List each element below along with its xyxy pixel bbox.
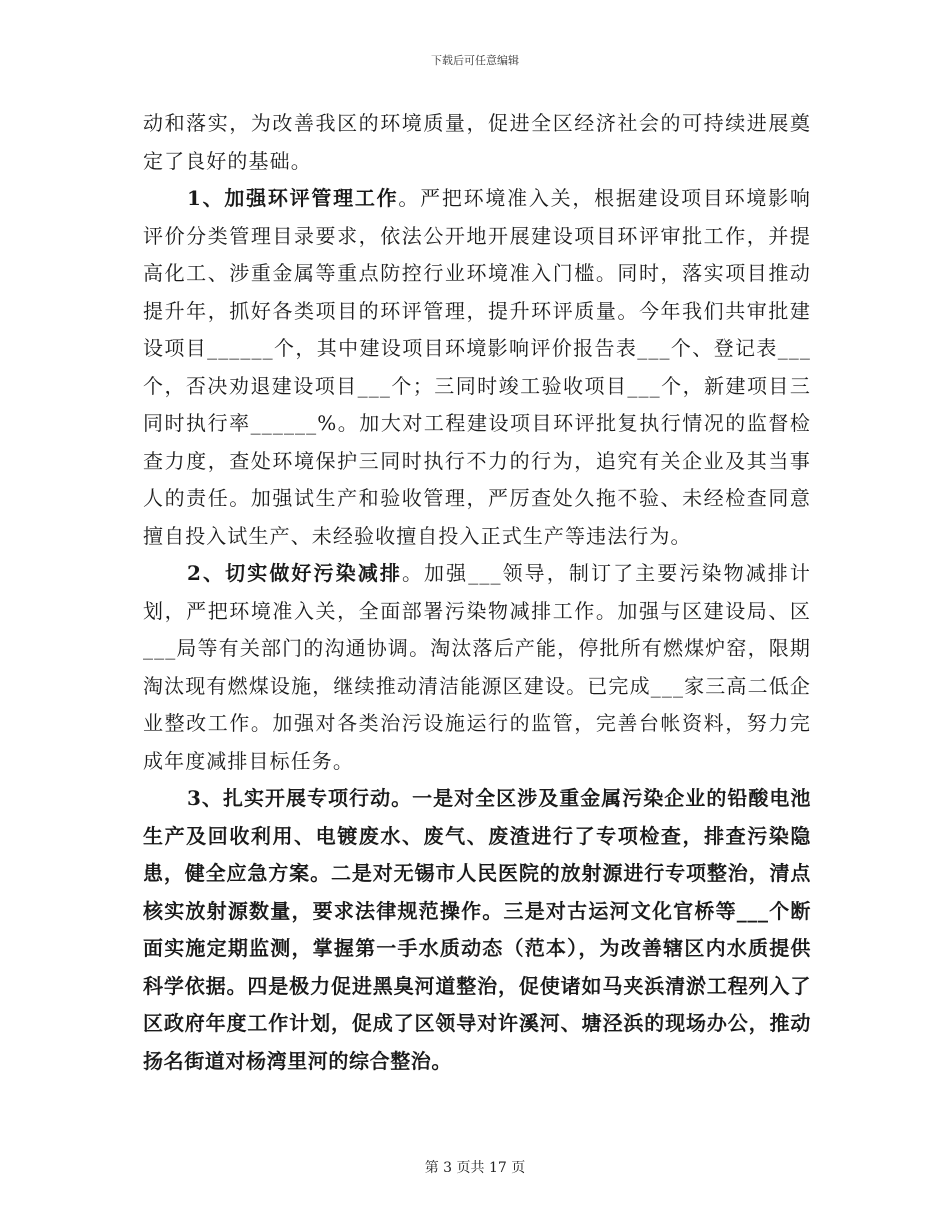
- paragraph-pollution-reduction: [143, 555, 811, 780]
- section-heading-eia-management: 1、加强环评管理工作: [187, 186, 399, 210]
- paragraph-pollution-reduction-body: 。加强___领导，制订了主要污染物减排计划，严把环境准入关，全面部署污染物减排工作。加强与区建设局、区___局等有关部门的沟通协调。淘汰落后产能，停批所有燃煤炉窑，限期淘汰现有燃煤设施，继续推动清洁能源区建设。已完成___家三高二低企业整改工作。加强对各类治污设施运行的监管，完善台帐资料，努力完成年度减排目标任务。: [143, 561, 812, 773]
- paragraph-special-actions: 3、扎实开展专项行动。一是对全区涉及重金属污染企业的铅酸电池生产及回收利用、电镀废水、废气、废渣进行了专项检查，排查污染隐患，健全应急方案。二是对无锡市人民医院的放射源进行专项整治，清点核实放射源数量，要求法律规范操作。三是对古运河文化官桥等___个断面实施定期监测，掌握第一手水质动态（范本），为改善辖区内水质提供科学依据。四是极力促进黑臭河道整治，促使诸如马夹浜清淤工程列入了区政府年度工作计划，促成了区领导对许溪河、塘泾浜的现场办公，推动扬名街道对杨湾里河的综合整治。: [143, 786, 811, 1073]
- paragraph-continuation: 动和落实，为改善我区的环境质量，促进全区经济社会的可持续进展奠定了良好的基础。: [143, 111, 811, 173]
- paragraph-eia-management-body: 。严把环境准入关，根据建设项目环境影响评价分类管理目录要求，依法公开地开展建设项目环评审批工作，并提高化工、涉重金属等重点防控行业环境准入门槛。同时，落实项目推动提升年，抓好各类项目的环评管理，提升环评质量。今年我们共审批建设项目______个，其中建设项目环境影响评价报告表___个、登记表___个，否决劝退建设项目___个；三同时竣工验收项目___个，新建项目三同时执行率______%。加大对工程建设项目环评批复执行情况的监督检查力度，查处环境保护三同时执行不力的行为，追究有关企业及其当事人的责任。加强试生产和验收管理，严厉查处久拖不验、未经检查同意擅自投入试生产、未经验收擅自投入正式生产等违法行为。: [143, 186, 811, 548]
- page-footer: 第 3 页共 17 页: [424, 1160, 526, 1176]
- document-body: [143, 105, 811, 1080]
- paragraph-eia-management: [143, 180, 811, 555]
- page-header: 下载后可任意编辑: [431, 54, 519, 67]
- section-heading-pollution-reduction: 2、切实做好污染减排: [187, 561, 402, 585]
